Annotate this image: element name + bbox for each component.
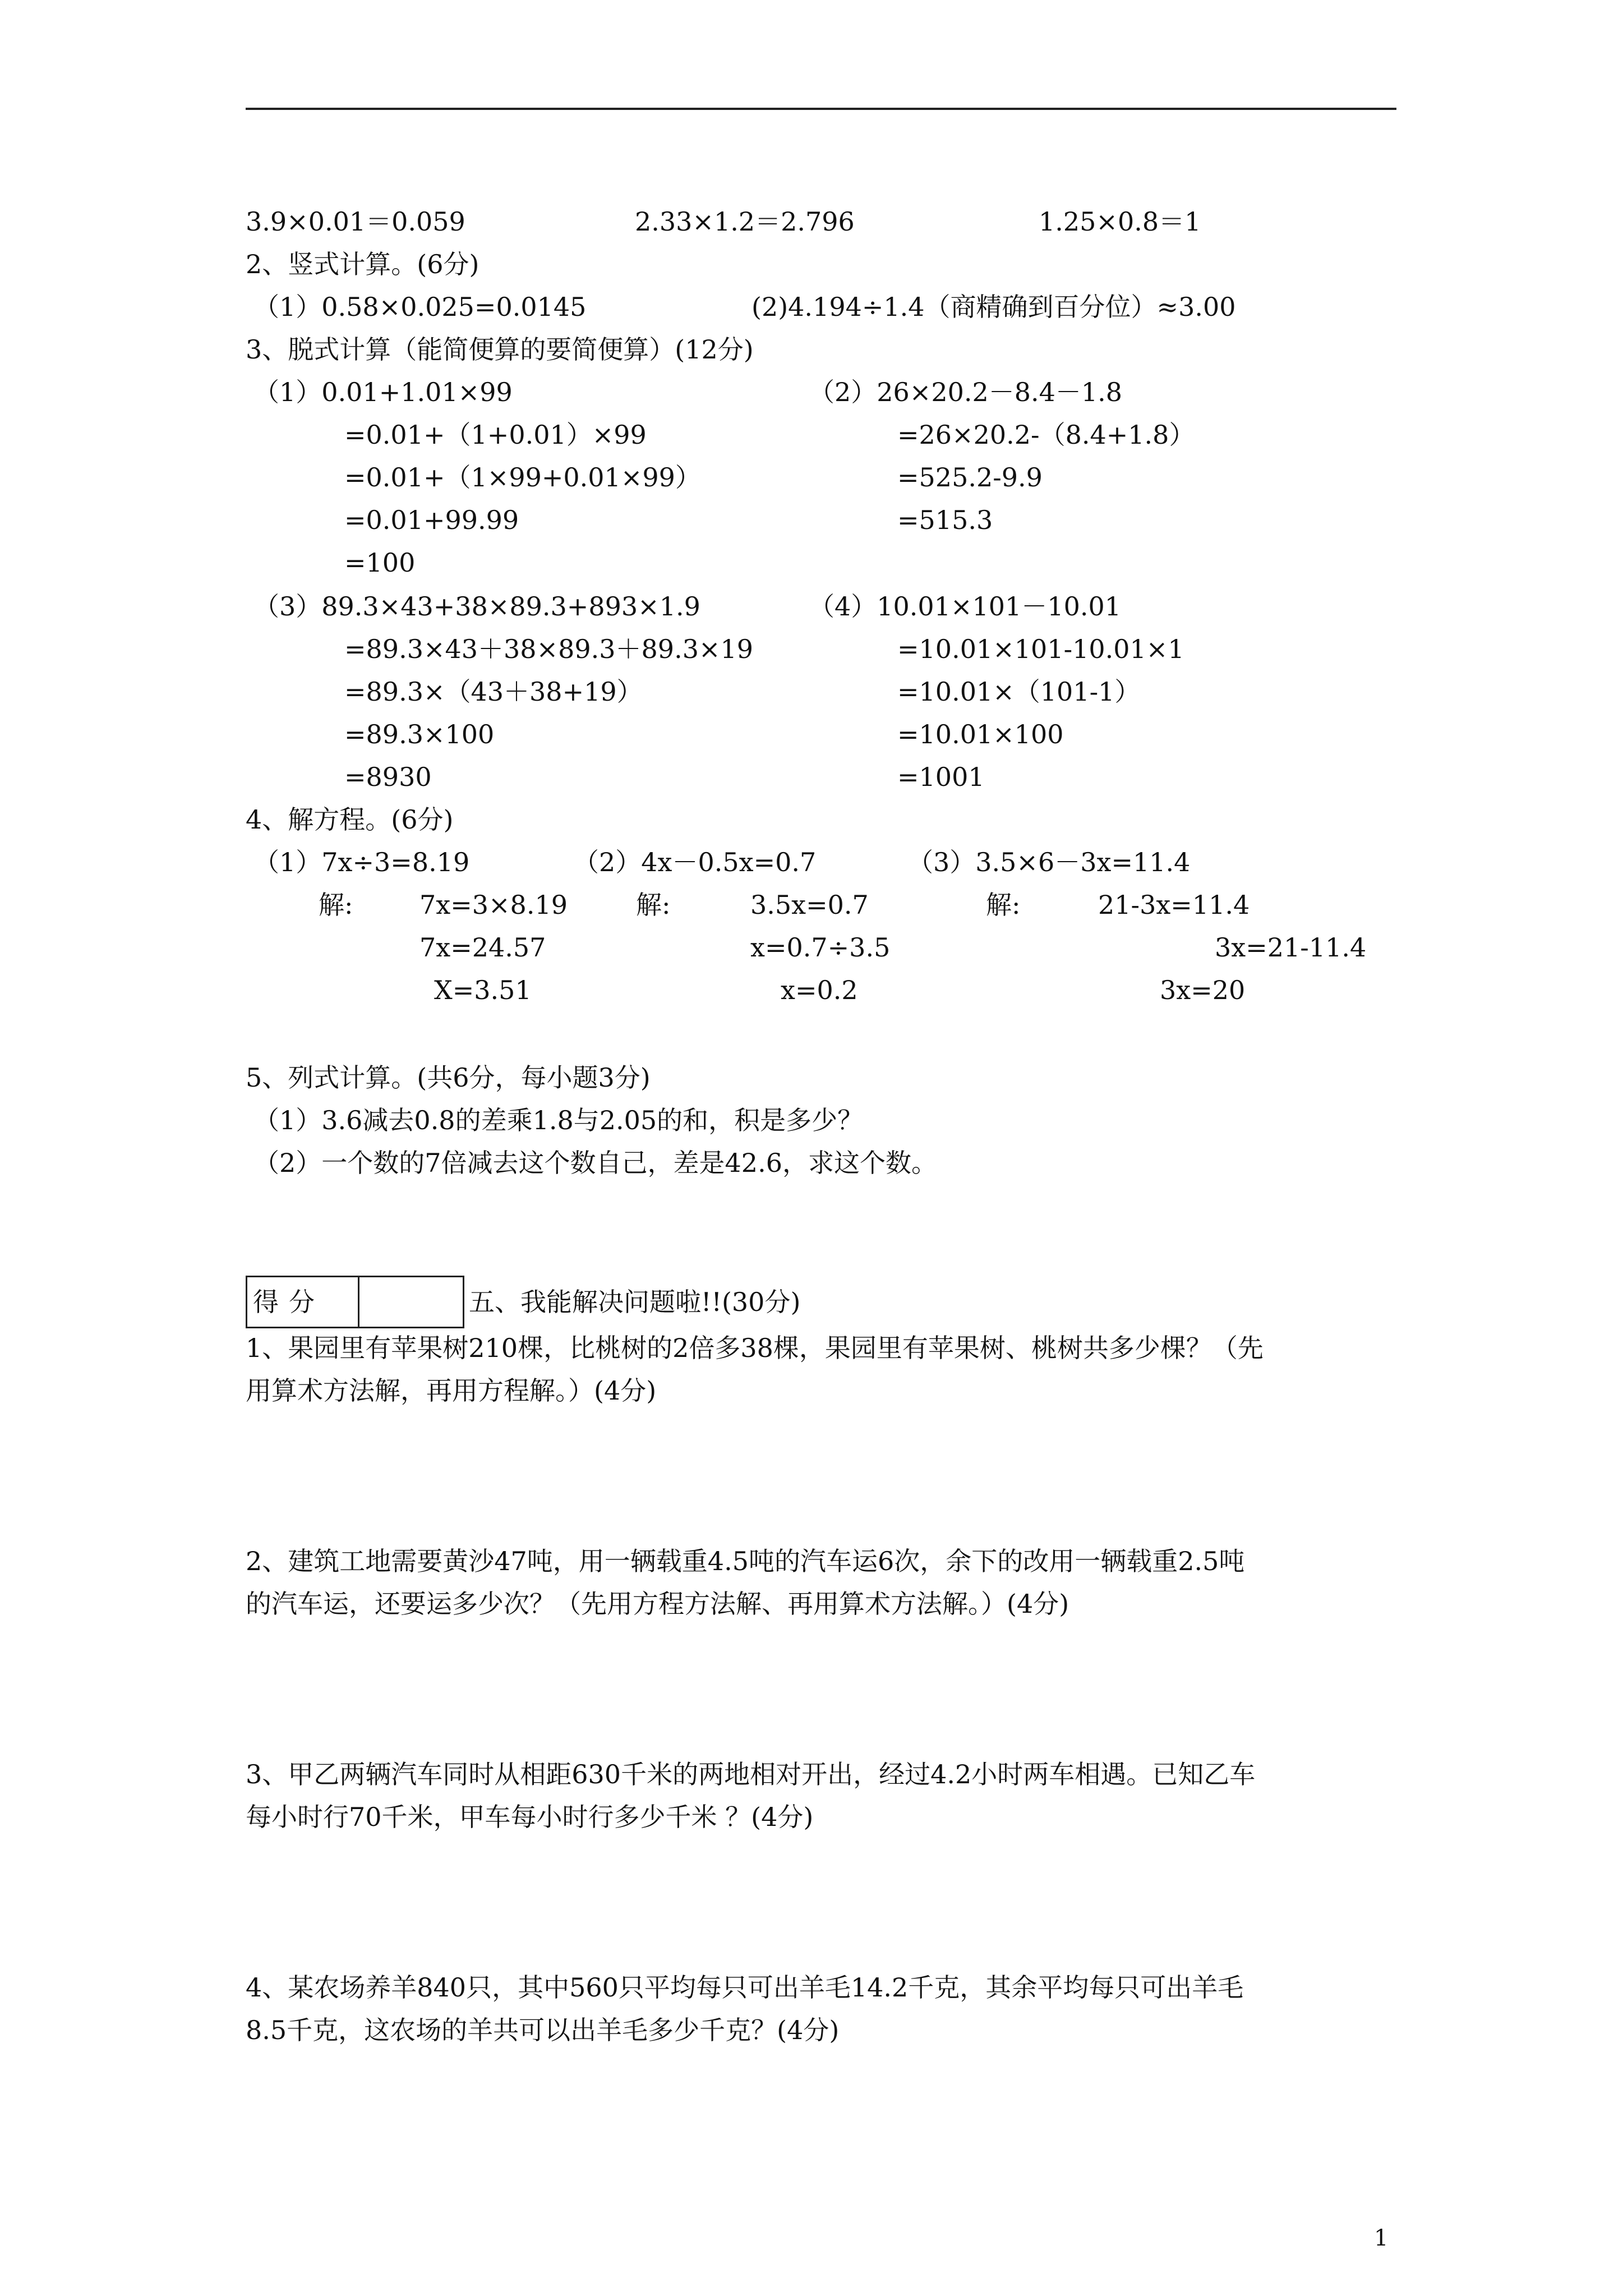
q3-p4-line: （4）10.01×101－10.01 [809,591,1121,622]
q3-p1-line: =0.01+（1+0.01）×99 [344,420,647,450]
score-box [246,1276,464,1328]
page-number: 1 [1374,2225,1389,2251]
q3-p1-line: （1）0.01+1.01×99 [253,377,513,407]
problem-4-line-1: 4、某农场养羊840只，其中560只平均每只可出羊毛14.2千克，其余平均每只可出羊毛 [246,1972,1244,2003]
problem-2-line-1: 2、建筑工地需要黄沙47吨，用一辆载重4.5吨的汽车运6次，余下的改用一辆载重2.5吨 [246,1546,1245,1576]
q3-p3-line: =89.3×43＋38×89.3＋89.3×19 [344,634,754,664]
score-value [359,1277,463,1327]
q3-p1-line: =100 [344,547,416,578]
q5-item-1: （1）3.6减去0.8的差乘1.8与2.05的和，积是多少？ [253,1105,864,1135]
q3-p2-line: =26×20.2-（8.4+1.8） [897,420,1195,450]
problem-4-line-2: 8.5千克，这农场的羊共可以出羊毛多少千克？(4分) [246,2015,840,2045]
q4-e1-step: X=3.51 [434,975,532,1005]
q3-title: 3、脱式计算（能简便算的要简便算）(12分) [246,334,754,365]
equation-3: 1.25×0.8＝1 [1039,206,1201,237]
equation-2: 2.33×1.2＝2.796 [635,206,855,237]
q3-p2-line: （2）26×20.2－8.4－1.8 [809,377,1123,407]
problem-1-line-1: 1、果园里有苹果树210棵，比桃树的2倍多38棵，果园里有苹果树、桃树共多少棵？（先 [246,1333,1264,1363]
equation-1: 3.9×0.01＝0.059 [246,206,465,237]
q2-item-2: (2)4.194÷1.4（商精确到百分位）≈3.00 [751,292,1236,322]
score-label: 得分 [247,1277,359,1327]
q5-item-2: （2）一个数的7倍减去这个数自己，差是42.6，求这个数。 [253,1148,937,1178]
q3-p3-line: =89.3×100 [344,719,495,749]
q4-e3-problem: （3）3.5×6－3x=11.4 [907,847,1191,877]
q5-title: 5、列式计算。(共6分，每小题3分) [246,1062,651,1093]
problem-1-line-2: 用算术方法解，再用方程解。）(4分) [246,1375,657,1406]
q3-p2-line: =515.3 [897,505,993,535]
q3-p2-line: =525.2-9.9 [897,462,1043,493]
q4-e3-step: 21-3x=11.4 [1098,890,1250,920]
q3-p4-line: =10.01×100 [897,719,1064,749]
q3-p4-line: =1001 [897,762,985,792]
problem-2-line-2: 的汽车运，还要运多少次？（先用方程方法解、再用算术方法解。）(4分) [246,1589,1069,1619]
q4-title: 4、解方程。(6分) [246,804,454,835]
q4-e3-label: 解: [986,890,1021,920]
q3-p4-line: =10.01×（101-1） [897,677,1141,707]
q4-e1-problem: （1）7x÷3=8.19 [253,847,470,877]
q3-p3-line: （3）89.3×43+38×89.3+893×1.9 [253,591,700,622]
q4-e3-step: 3x=20 [1160,975,1246,1005]
q4-e1-step: 7x=24.57 [419,932,546,963]
q3-p1-line: =0.01+99.99 [344,505,519,535]
q4-e3-step: 3x=21-11.4 [1215,932,1367,963]
q3-p1-line: =0.01+（1×99+0.01×99） [344,462,701,493]
q4-e1-label: 解: [319,890,353,920]
header-rule [246,108,1396,110]
q4-e2-step: x=0.2 [781,975,858,1005]
problem-3-line-1: 3、甲乙两辆汽车同时从相距630千米的两地相对开出，经过4.2小时两车相遇。已知乙车 [246,1759,1256,1789]
q3-p3-line: =89.3×（43＋38+19） [344,677,643,707]
q4-e2-step: x=0.7÷3.5 [750,932,891,963]
q2-title: 2、竖式计算。(6分) [246,249,479,279]
problem-3-line-2: 每小时行70千米，甲车每小时行多少千米 ？(4分) [246,1802,814,1832]
q2-item-1: （1）0.58×0.025=0.0145 [253,292,587,322]
q4-e2-label: 解: [636,890,671,920]
q3-p3-line: =8930 [344,762,432,792]
q4-e1-step: 7x=3×8.19 [419,890,568,920]
section5-title: 五、我能解决问题啦!!(30分) [469,1287,801,1317]
q4-e2-step: 3.5x=0.7 [750,890,869,920]
q4-e2-problem: （2）4x－0.5x=0.7 [573,847,817,877]
q3-p4-line: =10.01×101-10.01×1 [897,634,1184,664]
